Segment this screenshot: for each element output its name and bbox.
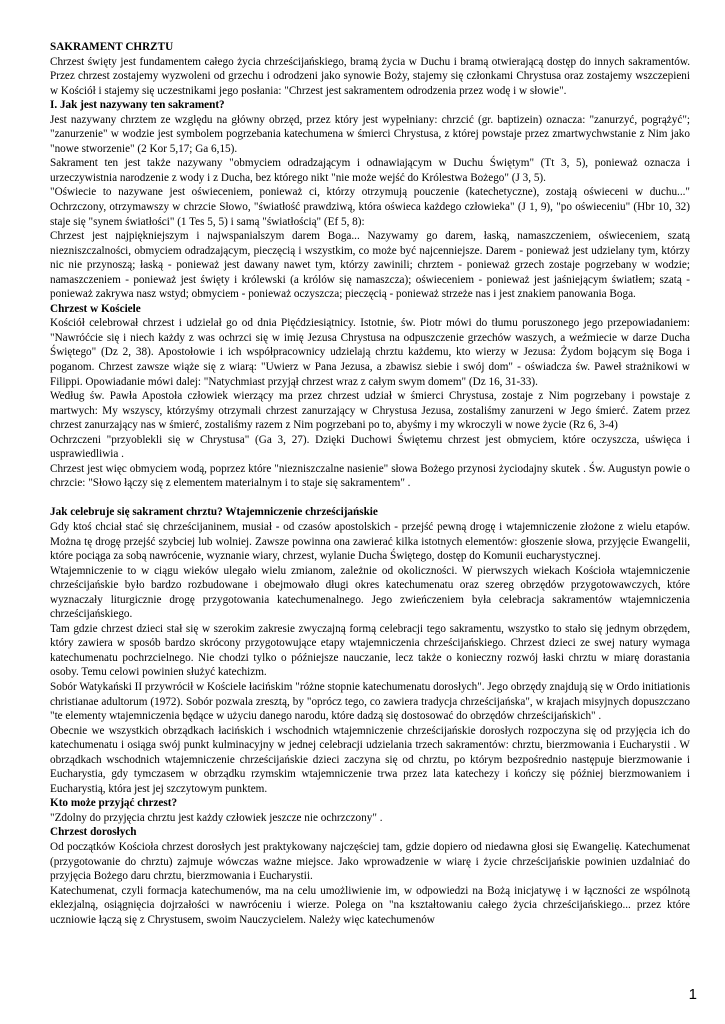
paragraph: Obecnie we wszystkich obrządkach łacińskich i wschodnich wtajemniczenie chrześcijańskie dorosłych rozpoczyna się od przyjęcia ich do katechumenatu i osiąga swój punkt kulminacyjny w jednej celebracji udzielania trzech sakramentów: chrztu, bierzmowania i Eucharystii . W obrządkach wschodnich wtajemniczenie chrześcijańskie dzieci zaczyna się od chrztu, po którym bezpośrednio następuje bierzmowanie i Eucharystia, gdy tymczasem w obrządku rzymskim wtajemniczenie trwa przez lata katechezy i kończy się później bierzmowaniem i Eucharystią, która jest jej szczytowym punktem. bbox=[50, 724, 690, 795]
section-heading-church: Chrzest w Kościele bbox=[50, 302, 141, 315]
paragraph: Ochrzczeni "przyoblekli się w Chrystusa" (Ga 3, 27). Dzięki Duchowi Świętemu chrzest jest obmyciem, które oczyszcza, uświęca i usprawiedliwia . bbox=[50, 433, 690, 461]
paragraph: Według św. Pawła Apostoła człowiek wierzący ma przez chrzest udział w śmierci Chrystusa, zostaje z Nim pogrzebany i powstaje z martwych: My wszyscy, którzyśmy otrzymali chrzest zanurzający w Chrystusa Jezusa, zostaliśmy zanurzeni w Jego śmierć. Zatem przez chrzest zanurzający nas w śmierć, zostaliśmy razem z Nim pogrzebani po to, abyśmy i my wkroczyli w nowe życie (Rz 6, 3-4) bbox=[50, 390, 690, 432]
paragraph: Od początków Kościoła chrzest dorosłych jest praktykowany najczęściej tam, gdzie dopiero od niedawna głosi się Ewangelię. Katechumenat (przygotowanie do chrztu) zajmuje wówczas ważne miejsce. Jako wprowadzenie w wiarę i życie chrześcijańskie powinien uzdalniać do przyjęcia Bożego daru chrztu, bierzmowania i Eucharystii. bbox=[50, 841, 690, 883]
paragraph: "Oświecie to nazywane jest oświeceniem, ponieważ ci, którzy otrzymują pouczenie (katechetyczne), zostają oświeceni w duchu..." Ochrzczony, otrzymawszy w chrzcie Słowo, "światłość prawdziwą, która oświeca każdego człowieka" (J 1, 9), "po oświeceniu" (Hbr 10, 32) staje się "synem światłości" (1 Tes 5, 5) i samą "światłością" (Ef 5, 8): bbox=[50, 186, 690, 228]
section-heading-names: I. Jak jest nazywany ten sakrament? bbox=[50, 99, 225, 112]
spacer bbox=[50, 491, 690, 506]
paragraph: Wtajemniczenie to w ciągu wieków ulegało wielu zmianom, zależnie od okoliczności. W pierwszych wiekach Kościoła wtajemniczenie chrześcijańskie było bardzo rozbudowane i obejmowało długi okres katechumenatu oraz szereg obrzędów przygotowawczych, które wyznaczały liturgicznie drogę przygotowania katechumenalnego. Jego zwieńczeniem była celebracja sakramentów wtajemniczenia chrześcijańskiego. bbox=[50, 564, 690, 621]
intro-paragraph: Chrzest święty jest fundamentem całego życia chrześcijańskiego, bramą życia w Duchu i bramą otwierającą dostęp do innych sakramentów. Przez chrzest zostajemy wyzwoleni od grzechu i odrodzeni jako synowie Boży, stajemy się członkami Chrystusa oraz zostajemy wszczepieni w Kościół i stajemy się uczestnikami jego posłania: "Chrzest jest sakramentem odrodzenia przez wodę i w słowie". bbox=[50, 55, 690, 97]
paragraph: Chrzest jest najpiękniejszym i najwspanialszym darem Boga... Nazywamy go darem, łaską, namaszczeniem, oświeceniem, szatą niezniszczalności, obmyciem odradzającym, pieczęcią i wszystkim, co może być najcenniejsze. Darem - ponieważ jest udzielany tym, którzy nic nie przynoszą; łaską - ponieważ jest dawany nawet tym, którzy zawinili; chrztem - ponieważ grzech zostaje pogrzebany w wodzie; namaszczeniem - ponieważ jest święty i królewski (a królów się namaszcza); oświeceniem - ponieważ jest jaśniejącym światłem; szatą - ponieważ zakrywa nasz wstyd; obmyciem - ponieważ oczyszcza; pieczęcią - ponieważ strzeże nas i jest znakiem panowania Boga. bbox=[50, 230, 690, 301]
section-heading-celebration: Jak celebruje się sakrament chrztu? Wtajemniczenie chrześcijańskie bbox=[50, 506, 378, 519]
paragraph: Jest nazywany chrztem ze względu na główny obrzęd, przez który jest wypełniany: chrzcić (gr. baptizein) oznacza: "zanurzyć, pogrążyć"; "zanurzenie" w wodzie jest symbolem pogrzebania katechumena w śmierci Chrystusa, z której powstaje przez zmartwychwstanie z Nim jako "nowe stworzenie" (2 Kor 5,17; Ga 6,15). bbox=[50, 113, 690, 155]
page-number: 1 bbox=[688, 986, 697, 1003]
section-heading-who: Kto może przyjąć chrzest? bbox=[50, 797, 178, 810]
paragraph: Sobór Watykański II przywrócił w Kościele łacińskim "różne stopnie katechumenatu dorosłych". Jego obrzędy znajdują się w Ordo initiationis christianae adultorum (1972). Sobór pozwala zresztą, by "oprócz tego, co zawiera tradycja chrześcijańska", w krajach misyjnych dopuszczano "te elementy wtajemniczenia będące w użyciu danego narodu, które dadzą się dostosować do obrzędów chrześcijańskich" . bbox=[50, 681, 690, 723]
paragraph: "Zdolny do przyjęcia chrztu jest każdy człowiek jeszcze nie ochrzczony" . bbox=[50, 811, 383, 824]
document-page bbox=[50, 40, 690, 927]
paragraph: Sakrament ten jest także nazywany "obmyciem odradzającym i odnawiającym w Duchu Świętym" (Tt 3, 5), ponieważ oznacza i urzeczywistnia narodzenie z wody i z Ducha, bez którego nikt "nie może wejść do Królestwa Bożego" (J 3, 5). bbox=[50, 157, 690, 184]
document-title: SAKRAMENT CHRZTU bbox=[50, 41, 174, 53]
paragraph: Chrzest jest więc obmyciem wodą, poprzez które "niezniszczalne nasienie" słowa Bożego przynosi życiodajny skutek . Św. Augustyn powie o chrzcie: "Słowo łączy się z elementem materialnym i to staje się sakramentem" . bbox=[50, 462, 690, 490]
section-heading-adults: Chrzest dorosłych bbox=[50, 826, 137, 839]
paragraph: Kościół celebrował chrzest i udzielał go od dnia Pięćdziesiątnicy. Istotnie, św. Piotr mówi do tłumu poruszonego jego przepowiadaniem: "Nawróćcie się i niech każdy z was ochrzci się w imię Jezusa Chrystusa na odpuszczenie grzechów waszych, a weźmiecie w darze Ducha Świętego" (Dz 2, 38). Apostołowie i ich współpracownicy udzielają chrztu każdemu, kto wierzy w Jezusa: Żydom bojącym się Boga i poganom. Chrzest zawsze wiąże się z wiarą: "Uwierz w Pana Jezusa, a zbawisz siebie i swój dom" - oświadcza św. Paweł strażnikowi w Filippi. Opowiadanie mówi dalej: "Natychmiast przyjął chrzest wraz z całym swym domem" (Dz 16, 31-33). bbox=[50, 317, 690, 388]
paragraph: Tam gdzie chrzest dzieci stał się w szerokim zakresie zwyczajną formą celebracji tego sakramentu, wszystko to stało się jednym obrzędem, który zawiera w sposób bardzo skrócony przygotowujące etapy wtajemniczenia chrześcijańskiego. Chrzest dzieci ze swej natury wymaga katechumenatu pochrzcielnego. Nie chodzi tylko o późniejsze nauczanie, lecz także o konieczny rozwój łaski chrztu w miarę dorastania osoby. Temu celowi powinien służyć katechizm. bbox=[50, 622, 690, 679]
paragraph: Katechumenat, czyli formacja katechumenów, ma na celu umożliwienie im, w odpowiedzi na Bożą inicjatywę i w łączności ze wspólnotą eklezjalną, osiągnięcia dojrzałości w nawróceniu i wierze. Polega on "na kształtowaniu całego życia chrześcijańskiego... przez które uczniowie łączą się z Chrystusem, swoim Nauczycielem. Należy więc katechumenów bbox=[50, 884, 690, 926]
paragraph: Gdy ktoś chciał stać się chrześcijaninem, musiał - od czasów apostolskich - przejść pewną drogę i wtajemniczenie złożone z wielu etapów. Można tę drogę przejść szybciej lub wolniej. Zawsze powinna ona zawierać kilka istotnych elementów: głoszenie słowa, przyjęcie Ewangelii, które pociąga za sobą nawrócenie, wyznanie wiary, chrzest, wylanie Ducha Świętego, dostęp do Komunii eucharystycznej. bbox=[50, 521, 690, 563]
